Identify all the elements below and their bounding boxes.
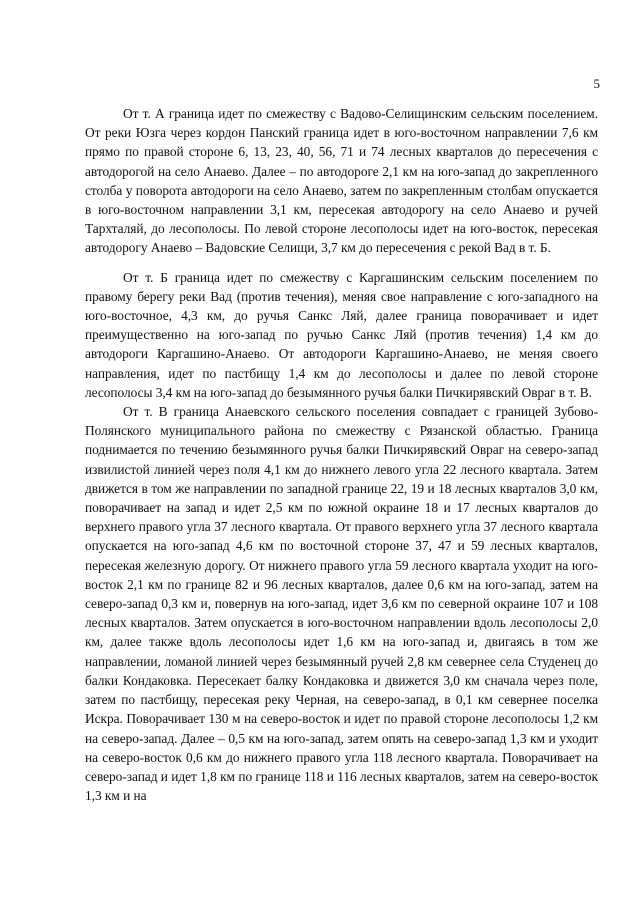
paragraph-point-b: От т. Б граница идет по смежеству с Каргашинским сельским поселением по правому берегу реки Вад (против течения), меняя свое направление с юго-западного на юго-восточное, 4,3 км, до ручья Санкс Ляй, далее граница поворачивает и идет преимущественно на юго-запад по ручью Санкс Ляй (против течения) 1,4 км до автодороги Каргашино-Анаево. От автодороги Каргашино-Анаево, не меняя своего направления, идет по пастбищу 1,4 км до лесополосы и далее по левой стороне лесополосы 3,4 км на юго-запад до безымянного ручья балки Пичкирявский Овраг в т. В. (85, 269, 598, 400)
paragraph-point-a: От т. А граница идет по смежеству с Вадово-Селищинским сельским поселением. От реки Юзга через кордон Панский граница идет в юго-восточном направлении 7,6 км прямо по правой стороне 6, 13, 23, 40, 56, 71 и 74 лесных кварталов до пересечения с автодорогой на село Анаево. Далее – по автодороге 2,1 км на юго-запад до закрепленного столба у поворота автодороги на село Анаево, затем по закрепленным столбам опускается в юго-восточном направлении 3,1 км, пересекая автодорогу на село Анаево и ручей Тархталяй, до лесополосы. По левой стороне лесополосы идет на юго-восток, пересекая автодорогу Анаево – Вадовские Селищи, 3,7 км до пересечения с рекой Вад в т. Б. (85, 106, 598, 256)
document-body (85, 104, 598, 805)
page-number: 5 (593, 76, 600, 91)
paragraph-point-v: От т. В граница Анаевского сельского поселения совпадает с границей Зубово-Полянского муниципального района по смежеству с Рязанской областью. Граница поднимается по течению безымянного ручья балки Пичкирявский Овраг на северо-запад извилистой линией через поля 4,1 км до нижнего левого угла 22 лесного квартала. Затем движется в том же направлении по западной границе 22, 19 и 18 лесных кварталов 3,0 км, поворачивает на запад и идет 2,5 км по южной окраине 18 и 17 лесных кварталов до верхнего правого угла 37 лесного квартала. От правого верхнего угла 37 лесного квартала опускается на юго-запад 4,6 км по восточной стороне 37, 47 и 59 лесных кварталов, пересекая железную дорогу. От нижнего правого угла 59 лесного квартала уходит на юго-восток 2,1 км по границе 82 и 96 лесных кварталов, далее 0,6 км на юго-запад, затем на северо-запад 0,3 км и, повернув на юго-запад, идет 3,6 км по северной окраине 107 и 108 лесных кварталов. Затем опускается в юго-восточном направлении вдоль лесополосы 2,0 км, далее также вдоль лесополосы идет 1,6 км на юго-запад и, двигаясь в том же направлении, ломаной линией через безымянный ручей 2,8 км севернее села Студенец до балки Кондаковка. Пересекает балку Кондаковка и движется 3,0 км сначала через поле, затем по пастбищу, пересекая реку Черная, на северо-запад, в 0,1 км севернее поселка Искра. Поворачивает 130 м на северо-восток и идет по правой стороне лесополосы 1,2 км на северо-запад. Далее – 0,5 км на юго-запад, затем опять на северо-запад 1,3 км и уходит на северо-восток 0,6 км до нижнего правого угла 118 лесного квартала. Поворачивает на северо-запад и идет 1,8 км по границе 118 и 116 лесных кварталов, затем на северо-восток 1,3 км и на (85, 404, 598, 804)
